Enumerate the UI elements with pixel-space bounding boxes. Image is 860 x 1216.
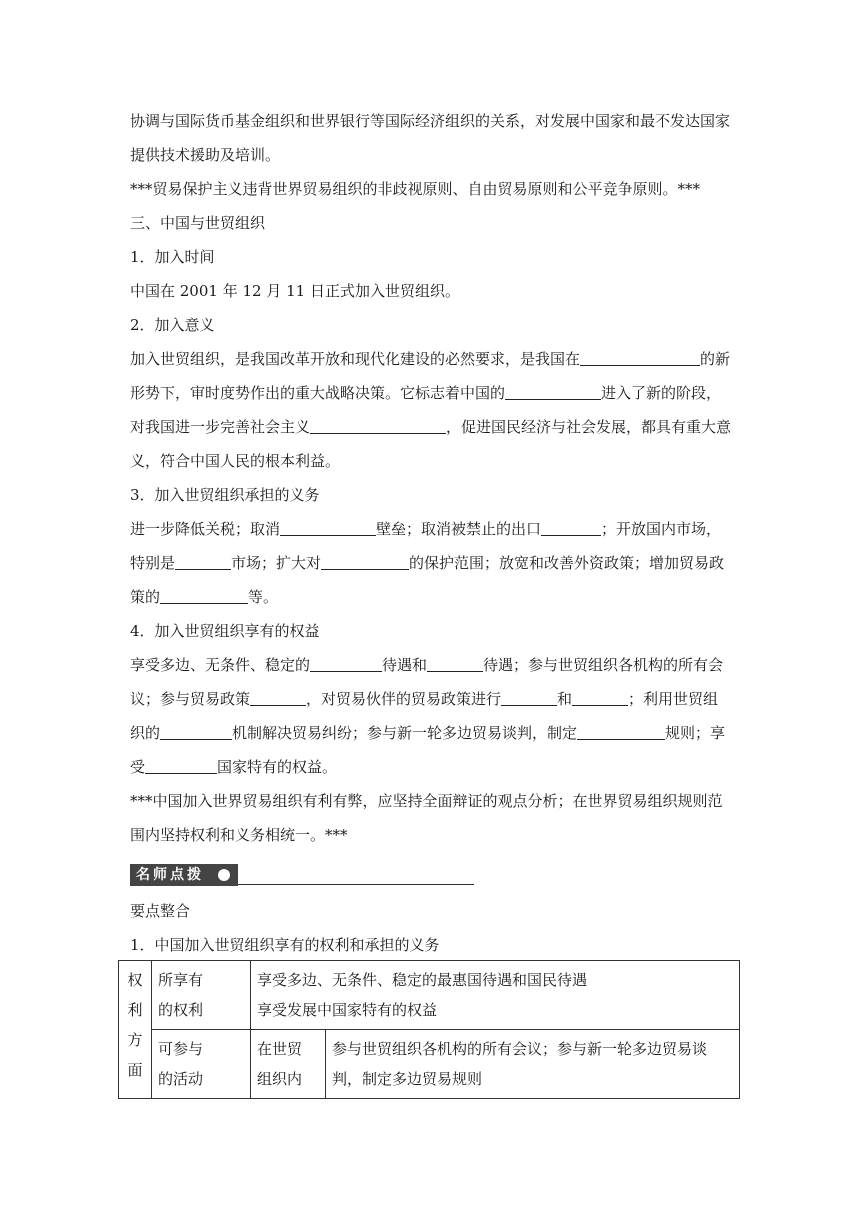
text-line — [130, 376, 740, 410]
text: 受 — [130, 758, 146, 776]
text-line — [130, 682, 740, 716]
text: 特别是 — [130, 554, 176, 572]
cell-text: 可参与 — [158, 1040, 204, 1058]
cell-text: 参与世贸组织各机构的所有会议；参与新一轮多边贸易谈 — [332, 1040, 708, 1058]
section-banner — [130, 858, 740, 888]
fill-blank[interactable] — [145, 757, 217, 774]
text-line: 中国在 2001 年 12 月 11 日正式加入世贸组织。 — [130, 282, 460, 300]
text: 待遇和 — [382, 656, 428, 674]
table-row — [119, 961, 740, 1030]
text: 壁垒；取消被禁止的出口 — [376, 520, 542, 538]
sub-label-cell — [251, 1030, 326, 1099]
text-line — [130, 716, 740, 750]
text: 的保护范围；放宽和改善外资政策；增加贸易政 — [409, 554, 725, 572]
text-line — [130, 546, 740, 580]
cell-text: 的权利 — [158, 1001, 204, 1019]
table-title: 1．中国加入世贸组织享有的权利和承担的义务 — [130, 936, 440, 954]
fill-blank[interactable] — [321, 553, 409, 570]
text-line — [130, 750, 740, 784]
content-cell — [326, 1030, 740, 1099]
fill-blank[interactable] — [160, 587, 248, 604]
fill-blank[interactable] — [160, 723, 232, 740]
fill-blank[interactable] — [175, 553, 231, 570]
fill-blank[interactable] — [577, 723, 665, 740]
fill-blank[interactable] — [572, 689, 628, 706]
side-char: 方 — [127, 1031, 143, 1049]
text: 市场；扩大对 — [231, 554, 322, 572]
text: ；利用世贸组 — [628, 690, 719, 708]
text: 等。 — [248, 588, 279, 606]
cell-text: 享受发展中国家特有的权益 — [257, 1001, 438, 1019]
text-line — [130, 410, 740, 444]
note-line: 围内坚持权利和义务相统一。*** — [130, 826, 348, 844]
bullet-dot-icon — [218, 869, 230, 881]
fill-blank[interactable] — [427, 655, 483, 672]
text: ，对贸易伙伴的贸易政策进行 — [306, 690, 502, 708]
row-label-cell — [152, 1030, 251, 1099]
side-char: 面 — [127, 1061, 143, 1079]
text-line: 提供技术援助及培训。 — [130, 146, 281, 164]
cell-text: 在世贸 — [257, 1040, 303, 1058]
text: ；开放国内市场， — [601, 520, 722, 538]
fill-blank[interactable] — [501, 689, 557, 706]
text: 进一步降低关税；取消 — [130, 520, 281, 538]
rights-table — [118, 960, 740, 1099]
text: 形势下，审时度势作出的重大战略决策。它标志着中国的 — [130, 384, 506, 402]
cell-text: 的活动 — [158, 1070, 204, 1088]
cell-text: 组织内 — [257, 1070, 303, 1088]
text: 策的 — [130, 588, 161, 606]
fill-blank[interactable] — [310, 655, 382, 672]
divider — [238, 884, 474, 885]
text: 进入了新的阶段， — [601, 384, 722, 402]
side-label-cell — [119, 961, 152, 1099]
table-row — [119, 1030, 740, 1099]
text: 议；参与贸易政策 — [130, 690, 251, 708]
document-body — [130, 104, 740, 962]
section-heading: 三、中国与世贸组织 — [130, 214, 266, 232]
text-line: 协调与国际货币基金组织和世界银行等国际经济组织的关系，对发展中国家和最不发达国家 — [130, 112, 731, 130]
cell-text: 享受多边、无条件、稳定的最惠国待遇和国民待遇 — [257, 971, 588, 989]
text: 国家特有的权益。 — [217, 758, 338, 776]
subheading: 3．加入世贸组织承担的义务 — [130, 486, 320, 504]
text: 机制解决贸易纠纷；参与新一轮多边贸易谈判，制定 — [232, 724, 578, 742]
fill-blank[interactable] — [541, 519, 601, 536]
row-label-cell — [152, 961, 251, 1030]
cell-text: 判，制定多边贸易规则 — [332, 1070, 483, 1088]
fill-blank[interactable] — [505, 383, 601, 400]
subheading: 4．加入世贸组织享有的权益 — [130, 622, 320, 640]
text: 织的 — [130, 724, 161, 742]
banner-label: 名师点拨 — [130, 864, 238, 886]
text: 规则；享 — [665, 724, 726, 742]
subheading: 1．加入时间 — [130, 248, 215, 266]
subheading: 2．加入意义 — [130, 316, 215, 334]
text-line — [130, 512, 740, 546]
text: 享受多边、无条件、稳定的 — [130, 656, 311, 674]
fill-blank[interactable] — [280, 519, 376, 536]
text: ，促进国民经济与社会发展，都具有重大意 — [446, 418, 732, 436]
text: 对我国进一步完善社会主义 — [130, 418, 311, 436]
side-char: 利 — [127, 1001, 143, 1019]
side-char: 权 — [127, 971, 143, 989]
text-line — [130, 342, 740, 376]
cell-text: 所享有 — [158, 971, 204, 989]
text-line — [130, 648, 740, 682]
text: 待遇；参与世贸组织各机构的所有会 — [483, 656, 724, 674]
note-line: ***贸易保护主义违背世界贸易组织的非歧视原则、自由贸易原则和公平竞争原则。*** — [130, 180, 701, 198]
text: 的新 — [700, 350, 731, 368]
summary-title: 要点整合 — [130, 902, 191, 920]
fill-blank[interactable] — [310, 417, 446, 434]
text-line: 义，符合中国人民的根本利益。 — [130, 452, 341, 470]
fill-blank[interactable] — [580, 349, 700, 366]
note-line: ***中国加入世界贸易组织有利有弊，应坚持全面辩证的观点分析；在世界贸易组织规则范 — [130, 792, 723, 810]
text-line — [130, 580, 740, 614]
text: 加入世贸组织，是我国改革开放和现代化建设的必然要求，是我国在 — [130, 350, 581, 368]
text: 和 — [557, 690, 573, 708]
fill-blank[interactable] — [250, 689, 306, 706]
content-cell — [251, 961, 740, 1030]
